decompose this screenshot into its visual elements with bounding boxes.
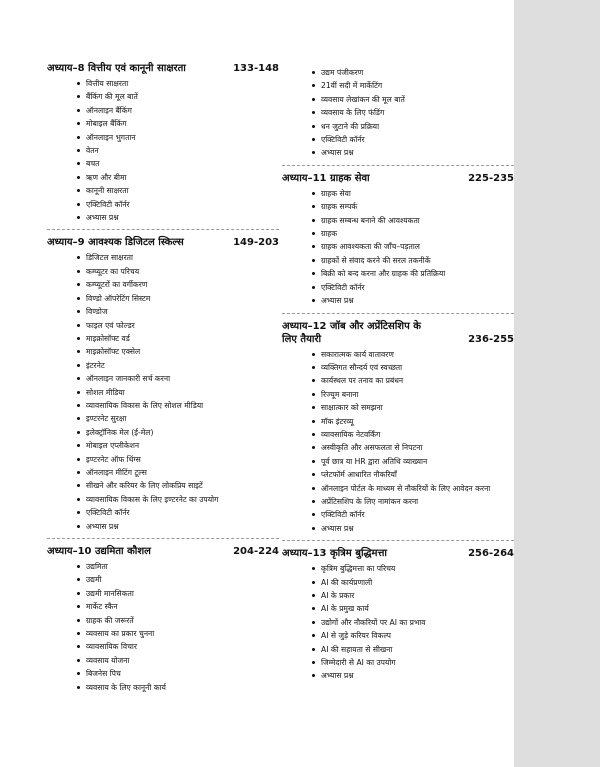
topic-item: जिम्मेदारी से AI का उपयोग bbox=[282, 656, 514, 669]
divider bbox=[282, 540, 514, 541]
divider bbox=[282, 313, 514, 314]
chapter-heading bbox=[282, 320, 514, 346]
divider bbox=[282, 165, 514, 166]
chapter-pages: 204-224 bbox=[233, 546, 279, 557]
divider bbox=[47, 229, 279, 230]
topic-item: अभ्यास प्रश्न bbox=[47, 520, 279, 533]
chapter-heading bbox=[282, 172, 514, 185]
topic-item: इण्टरनेट सुरक्षा bbox=[47, 412, 279, 425]
topic-item: व्यवसाय के लिए कानूनी कार्य bbox=[47, 681, 279, 694]
topic-item: माइक्रोसॉफ्ट वर्ड bbox=[47, 332, 279, 345]
chapter-pages: 149-203 bbox=[233, 237, 279, 249]
topic-item: AI की सहायता से सीखना bbox=[282, 643, 514, 656]
topic-item: विण्डो ऑपरेटिंग सिस्टम bbox=[47, 292, 279, 305]
topic-item: उद्योगों और नौकरियों पर AI का प्रभाव bbox=[282, 616, 514, 629]
chapter-title: अध्याय–10 उद्यमिता कौशल bbox=[47, 546, 151, 557]
topic-item: ऋण और बीमा bbox=[47, 171, 279, 184]
topic-item: व्यवसाय का प्रकार चुनना bbox=[47, 627, 279, 640]
chapter-heading bbox=[47, 236, 279, 249]
topic-item: मॉक इंटरव्यू bbox=[282, 415, 514, 428]
topic-item: मोबाइल बैंकिंग bbox=[47, 117, 279, 130]
topic-item: मार्केट स्कैन bbox=[47, 600, 279, 613]
topic-item: पूर्व छात्र या HR द्वारा अतिथि व्याख्यान bbox=[282, 455, 514, 468]
topic-item: व्यावसायिक विचार bbox=[47, 640, 279, 653]
topic-list bbox=[47, 560, 279, 694]
topic-item: इंटरनेट bbox=[47, 359, 279, 372]
right-column bbox=[282, 66, 514, 683]
topic-item: अभ्यास प्रश्न bbox=[47, 211, 279, 224]
chapter-8 bbox=[47, 62, 279, 224]
topic-item: AI के प्रकार bbox=[282, 589, 514, 602]
chapter-pages: 133-148 bbox=[233, 63, 279, 74]
topic-item: मोबाइल एप्लीकेशन bbox=[47, 439, 279, 452]
chapter-10-continued bbox=[282, 66, 514, 160]
chapter-heading bbox=[282, 547, 514, 560]
topic-item: अस्वीकृति और असफलता से निपटना bbox=[282, 441, 514, 454]
chapter-title: अध्याय–11 ग्राहक सेवा bbox=[282, 172, 370, 184]
topic-item: एक्टिविटी कॉर्नर bbox=[282, 281, 514, 294]
topic-item: रिज्यूम बनाना bbox=[282, 388, 514, 401]
topic-item: व्यावसायिक विकास के लिए सोशल मीडिया bbox=[47, 399, 279, 412]
topic-item: AI से जुड़े करियर विकल्प bbox=[282, 629, 514, 642]
chapter-heading bbox=[47, 545, 279, 558]
topic-item: ऑनलाइन पोर्टल के माध्यम से नौकरियों के लिए आवेदन करना bbox=[282, 482, 514, 495]
topic-item: कम्प्यूटर का परिचय bbox=[47, 265, 279, 278]
topic-item: ग्राहकों से संवाद करने की सरल तकनीकें bbox=[282, 254, 514, 267]
topic-item: ग्राहक सम्पर्क bbox=[282, 200, 514, 213]
topic-item: ऑनलाइन जानकारी सर्च करना bbox=[47, 372, 279, 385]
topic-item: कृत्रिम बुद्धिमत्ता का परिचय bbox=[282, 562, 514, 575]
topic-item: एक्टिविटी कॉर्नर bbox=[47, 198, 279, 211]
topic-item: अभ्यास प्रश्न bbox=[282, 669, 514, 682]
topic-item: कानूनी साक्षरता bbox=[47, 184, 279, 197]
topic-list bbox=[47, 77, 279, 224]
topic-item: सीखने और करियर के लिए लोकप्रिय साइटें bbox=[47, 479, 279, 492]
topic-item: प्लेटफॉर्म आधारित नौकरियाँ bbox=[282, 468, 514, 481]
topic-item: व्यावसायिक नेटवर्किंग bbox=[282, 428, 514, 441]
chapter-title: अध्याय–13 कृत्रिम बुद्धिमत्ता bbox=[282, 548, 388, 560]
topic-item: अभ्यास प्रश्न bbox=[282, 146, 514, 159]
topic-item: ऑनलाइन भुगतान bbox=[47, 131, 279, 144]
topic-item: AI की कार्यप्रणाली bbox=[282, 576, 514, 589]
topic-item: सकारात्मक कार्य वातावरण bbox=[282, 348, 514, 361]
topic-item: AI के प्रमुख कार्य bbox=[282, 602, 514, 615]
topic-list bbox=[47, 251, 279, 533]
topic-item: एक्टिविटी कॉर्नर bbox=[47, 506, 279, 519]
chapter-pages: 225-235 bbox=[468, 172, 514, 184]
topic-item: अप्रेंटिसशिप के लिए नामांकन करना bbox=[282, 495, 514, 508]
topic-item: व्यवसाय लेखांकन की मूल बातें bbox=[282, 93, 514, 106]
topic-item: बिजनेस पिच bbox=[47, 667, 279, 680]
topic-item: कार्यस्थल पर तनाव का प्रबंधन bbox=[282, 374, 514, 387]
topic-item: अभ्यास प्रश्न bbox=[282, 294, 514, 307]
page-margin-band bbox=[514, 0, 600, 767]
chapter-pages: 256-264 bbox=[468, 548, 514, 560]
topic-item: ऑनलाइन मीटिंग टूल्स bbox=[47, 466, 279, 479]
topic-item: ग्राहक सम्बन्ध बनाने की आवश्यकता bbox=[282, 214, 514, 227]
chapter-title: अध्याय–8 वित्तीय एवं कानूनी साक्षरता bbox=[47, 63, 186, 74]
topic-item: विण्डोज bbox=[47, 305, 279, 318]
chapter-9 bbox=[47, 236, 279, 533]
topic-item: व्यावसायिक विकास के लिए इण्टरनेट का उपयोग bbox=[47, 493, 279, 506]
topic-item: इलेक्ट्रॉनिक मेल (ई-मेल) bbox=[47, 426, 279, 439]
chapter-12 bbox=[282, 320, 514, 536]
topic-item: उद्यमिता bbox=[47, 560, 279, 573]
topic-item: उद्यमी bbox=[47, 573, 279, 586]
topic-item: बिक्री को बन्द करना और ग्राहक की प्रतिक्रिया bbox=[282, 267, 514, 280]
chapter-title: अध्याय–12 जॉब और अप्रेंटिसशिप के लिए तैयारी bbox=[282, 320, 421, 345]
topic-item: ऑनलाइन बैंकिंग bbox=[47, 104, 279, 117]
topic-item: ग्राहक सेवा bbox=[282, 187, 514, 200]
chapter-title: अध्याय–9 आवश्यक डिजिटल स्किल्स bbox=[47, 237, 184, 249]
topic-item: एक्टिविटी कॉर्नर bbox=[282, 133, 514, 146]
topic-list bbox=[282, 562, 514, 683]
topic-item: ग्राहक आवश्यकता की जाँच–पड़ताल bbox=[282, 240, 514, 253]
topic-item: वित्तीय साक्षरता bbox=[47, 77, 279, 90]
chapter-pages: 236-255 bbox=[468, 333, 514, 345]
topic-item: फाइल एवं फोल्डर bbox=[47, 319, 279, 332]
topic-item: व्यवसाय के लिए फंडिंग bbox=[282, 106, 514, 119]
topic-item: कम्प्यूटरों का वर्गीकरण bbox=[47, 278, 279, 291]
topic-item: बचत bbox=[47, 157, 279, 170]
chapter-10 bbox=[47, 545, 279, 694]
left-column bbox=[47, 62, 279, 694]
topic-item: धन जुटाने की प्रक्रिया bbox=[282, 120, 514, 133]
topic-item: डिजिटल साक्षरता bbox=[47, 251, 279, 264]
topic-item: उद्यम पंजीकरण bbox=[282, 66, 514, 79]
topic-item: 21वीं सदी में मार्केटिंग bbox=[282, 79, 514, 92]
topic-item: उद्यमी मानसिकता bbox=[47, 587, 279, 600]
divider bbox=[47, 538, 279, 539]
topic-item: ग्राहक bbox=[282, 227, 514, 240]
chapter-heading bbox=[47, 62, 279, 75]
topic-item: अभ्यास प्रश्न bbox=[282, 522, 514, 535]
topic-item: वेतन bbox=[47, 144, 279, 157]
topic-item: इण्टरनेट ऑफ थिंग्स bbox=[47, 453, 279, 466]
chapter-11 bbox=[282, 172, 514, 308]
topic-item: बैंकिंग की मूल बातें bbox=[47, 90, 279, 103]
topic-item: एक्टिविटी कॉर्नर bbox=[282, 508, 514, 521]
topic-list bbox=[282, 348, 514, 536]
topic-list bbox=[282, 187, 514, 308]
topic-item: माइक्रोसॉफ्ट एक्सेल bbox=[47, 345, 279, 358]
topic-list bbox=[282, 66, 514, 160]
topic-item: व्यवसाय योजना bbox=[47, 654, 279, 667]
topic-item: व्यक्तिगत सौन्दर्य एवं स्वच्छता bbox=[282, 361, 514, 374]
chapter-13 bbox=[282, 547, 514, 683]
topic-item: साक्षात्कार को समझना bbox=[282, 401, 514, 414]
topic-item: सोशल मीडिया bbox=[47, 386, 279, 399]
topic-item: ग्राहक की जरूरतें bbox=[47, 614, 279, 627]
